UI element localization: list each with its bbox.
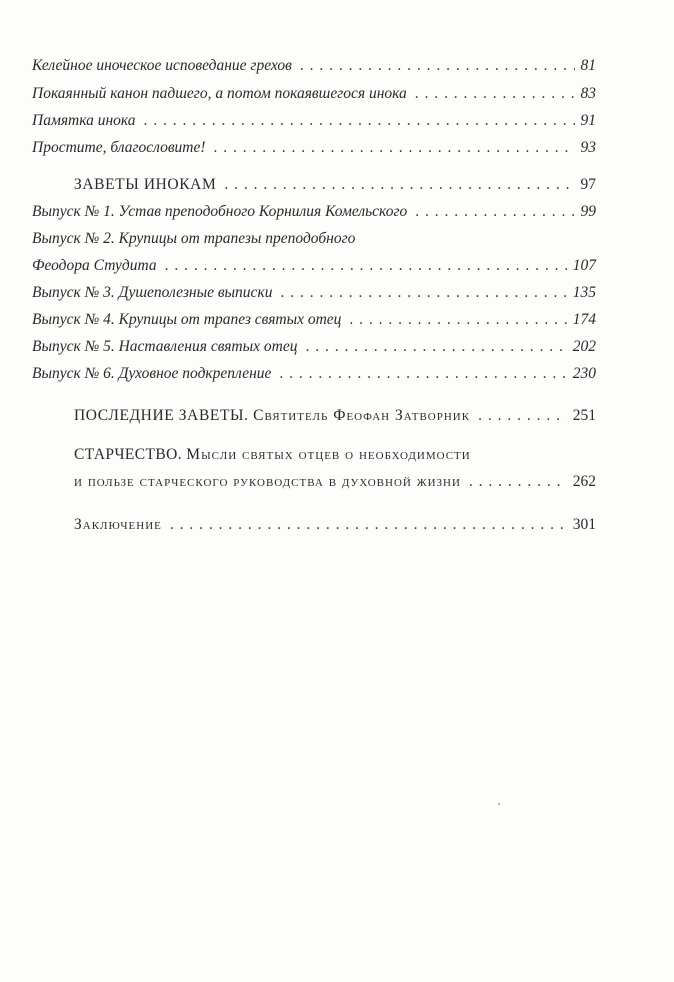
dot-leader — [415, 84, 575, 104]
toc-entry — [32, 138, 596, 158]
dot-leader — [144, 111, 575, 131]
toc-entry-page: 135 — [572, 284, 596, 301]
toc-entry-page: 83 — [580, 85, 596, 102]
toc-entry-page: 230 — [572, 365, 596, 382]
toc-entry-title: Покаянный канон падшего, а потом покаявшегося инока — [32, 85, 407, 102]
toc-entry-page: 99 — [580, 203, 596, 220]
toc-section-title: Заключение — [74, 516, 162, 533]
toc-entry — [32, 56, 596, 76]
toc-entry-title: Феодора Студита — [32, 257, 157, 274]
toc-section-page: 262 — [572, 473, 596, 490]
toc-entry-page: 91 — [580, 112, 596, 129]
dot-leader — [165, 256, 567, 276]
toc-entry-page: 202 — [572, 338, 596, 355]
dot-leader — [349, 310, 566, 330]
toc-entry — [32, 256, 596, 276]
toc-entry — [32, 84, 596, 104]
dot-leader — [280, 283, 566, 303]
toc-section-title: ЗАВЕТЫ ИНОКАМ — [74, 176, 217, 193]
dot-leader — [415, 202, 574, 222]
toc-entry — [32, 364, 596, 384]
dot-leader — [469, 472, 567, 492]
toc-entry-title: Простите, благословите! — [32, 139, 206, 156]
toc-section-page: 301 — [572, 516, 596, 533]
toc-entry — [32, 202, 596, 222]
toc-section-subtitle: и пользе старческого руководства в духовной жизни — [74, 473, 461, 490]
dot-leader — [170, 515, 567, 535]
toc-entry-title: Выпуск № 6. Духовное подкрепление — [32, 365, 272, 382]
toc-entry — [32, 337, 596, 357]
dot-leader — [478, 406, 567, 426]
dot-leader — [224, 175, 574, 195]
toc-section-page: 251 — [572, 407, 596, 424]
dot-leader — [305, 337, 566, 357]
dot-leader — [300, 56, 575, 76]
toc-section-page: 97 — [580, 176, 596, 193]
toc-entry-title: Келейное иноческое исповедание грехов — [32, 57, 292, 74]
dot-leader — [214, 138, 575, 158]
toc-entry-title: Выпуск № 1. Устав преподобного Корнилия Комельского — [32, 203, 408, 220]
toc-entry-page: 107 — [572, 257, 596, 274]
toc-entry-page: 174 — [572, 311, 596, 328]
toc-section-title: СТАРЧЕСТВО. — [74, 446, 183, 463]
toc-entry-title-line: Выпуск № 2. Крупицы от трапезы преподобного — [32, 230, 356, 247]
toc-section — [74, 515, 596, 535]
toc-section-title: ПОСЛЕДНИЕ ЗАВЕТЫ. — [74, 407, 249, 424]
toc-section — [74, 175, 596, 195]
toc-section-line — [74, 445, 471, 465]
toc-entry — [32, 111, 596, 131]
toc-entry — [32, 310, 596, 330]
toc-entry-page: 81 — [580, 57, 596, 74]
toc-section-subtitle: Мысли святых отцев о необходимости — [186, 446, 471, 463]
toc-entry-title: Выпуск № 4. Крупицы от трапез святых отец — [32, 311, 342, 328]
dot-leader — [279, 364, 566, 384]
toc-entry-title: Памятка инока — [32, 112, 136, 129]
toc-section — [74, 406, 596, 426]
scan-speck — [498, 803, 500, 805]
toc-entry — [32, 283, 596, 303]
toc-entry-page: 93 — [580, 139, 596, 156]
toc-entry-title: Выпуск № 5. Наставления святых отец — [32, 338, 298, 355]
toc-section — [74, 472, 596, 492]
toc-section-subtitle: Святитель Феофан Затворник — [253, 407, 471, 424]
toc-entry-title: Выпуск № 3. Душеполезные выписки — [32, 284, 273, 301]
